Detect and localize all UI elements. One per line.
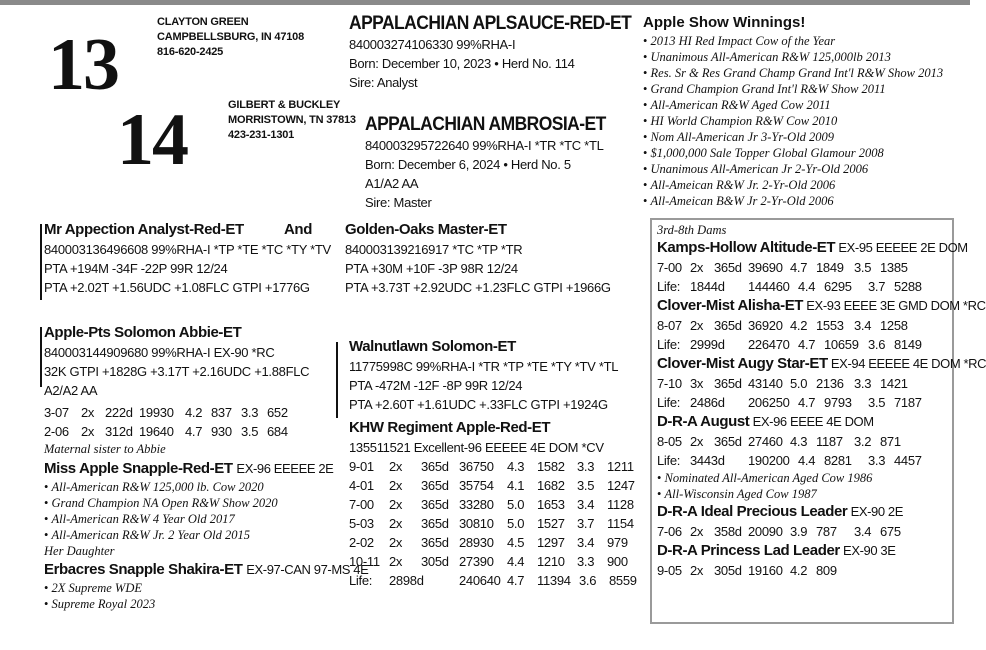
- record-cell: 4.7: [790, 260, 808, 275]
- list-item: • HI World Champion R&W Cow 2010: [643, 113, 943, 129]
- record-cell: 4.2: [790, 318, 808, 333]
- lot-number-13: 13: [48, 24, 118, 106]
- record-row: [657, 374, 953, 393]
- record-cell: 222d: [105, 405, 133, 420]
- record-cell: 2x: [81, 424, 95, 439]
- dam-name: Kamps-Hollow Altitude-ET EX-95 EEEEE 2E DOM: [657, 239, 968, 256]
- cow-name: APPALACHIAN AMBROSIA-ET: [365, 114, 606, 135]
- list-item: • 2013 HI Red Impact Cow of the Year: [643, 33, 943, 49]
- record-cell: 1154: [607, 516, 634, 531]
- sire-name: Mr Appection Analyst-Red-ET And: [44, 221, 312, 238]
- record-cell: 1297: [537, 535, 565, 550]
- registration: 840003139216917 *TC *TP *TR: [345, 242, 523, 257]
- record-cell: 8-05: [657, 434, 682, 449]
- record-cell: 1421: [880, 376, 908, 391]
- record-cell: 5.0: [507, 497, 525, 512]
- record-cell: 837: [211, 405, 232, 420]
- sire: Sire: Analyst: [349, 75, 418, 90]
- consignor-city: CAMPBELLSBURG, IN 47108: [157, 31, 304, 43]
- sire-name: Golden-Oaks Master-ET: [345, 221, 507, 238]
- dams-content: [657, 222, 986, 580]
- list-item: • All-American R&W 4 Year Old 2017: [44, 511, 333, 527]
- record-cell: 365d: [421, 535, 449, 550]
- record-row: [657, 522, 953, 541]
- record-cell: 365d: [714, 260, 742, 275]
- record-cell: 39690: [748, 260, 783, 275]
- dam-name: D-R-A Princess Lad Leader EX-90 3E: [657, 542, 896, 559]
- record-cell: Life:: [657, 395, 681, 410]
- section-title: 3rd-8th Dams: [657, 223, 727, 237]
- records-table: [349, 457, 645, 571]
- record-row: [657, 316, 953, 335]
- record-cell: 2486d: [690, 395, 725, 410]
- list-item: • All-Ameican R&W Jr. 2-Yr-Old 2006: [643, 177, 943, 193]
- record-cell: 10659: [824, 337, 859, 352]
- records-table: [44, 403, 309, 441]
- record-cell: 20090: [748, 524, 783, 539]
- classification: EX-93 EEEE 3E GMD DOM *RC: [803, 298, 986, 313]
- record-cell: 365d: [714, 376, 742, 391]
- classification: EX-90 3E: [839, 543, 896, 558]
- record-cell: 1385: [880, 260, 908, 275]
- record-cell: 2x: [389, 478, 403, 493]
- classification: EX-96 EEEEE 2E: [236, 461, 334, 476]
- lifetime-row: [657, 393, 953, 412]
- record-cell: 2999d: [690, 337, 725, 352]
- record-cell: 2x: [81, 405, 95, 420]
- record-cell: 2x: [389, 535, 403, 550]
- record-cell: 144460: [748, 279, 790, 294]
- record-row: [349, 495, 645, 514]
- a2-status: A1/A2 AA: [365, 176, 419, 191]
- record-cell: 2x: [389, 516, 403, 531]
- record-cell: 3.5: [241, 424, 259, 439]
- list-item: • 2X Supreme WDE: [44, 580, 368, 596]
- record-cell: 2x: [389, 459, 403, 474]
- and-label: And: [284, 221, 312, 238]
- record-cell: 6295: [824, 279, 852, 294]
- record-cell: 358d: [714, 524, 742, 539]
- dam-name: Clover-Mist Alisha-ET EX-93 EEEE 3E GMD DOM *RC: [657, 297, 986, 314]
- birth-info: Born: December 6, 2024 • Herd No. 5: [365, 157, 571, 172]
- sire: Sire: Master: [365, 195, 432, 210]
- record-row: [349, 457, 645, 476]
- list-item: • Unanimous All-American Jr 2-Yr-Old 2006: [643, 161, 943, 177]
- consignor-name: CLAYTON GREEN: [157, 16, 249, 28]
- record-cell: 787: [816, 524, 837, 539]
- birth-info: Born: December 10, 2023 • Herd No. 114: [349, 56, 575, 71]
- sire-walnutlawn: [349, 337, 618, 414]
- record-cell: Life:: [657, 279, 681, 294]
- record-cell: 1211: [607, 459, 634, 474]
- a2-status: A2/A2 AA: [44, 383, 98, 398]
- pta-production: PTA -472M -12F -8P 99R 12/24: [349, 378, 523, 393]
- record-cell: 365d: [421, 478, 449, 493]
- record-cell: 4.2: [185, 405, 203, 420]
- record-row: [349, 476, 645, 495]
- record-cell: 10-11: [349, 554, 380, 569]
- record-cell: 3.6: [868, 337, 886, 352]
- record-cell: 809: [816, 563, 837, 578]
- ancestor-snapple: [44, 459, 333, 559]
- record-cell: 1210: [537, 554, 565, 569]
- record-cell: 1187: [816, 434, 843, 449]
- lifetime-row: [657, 277, 953, 296]
- record-cell: 3.9: [790, 524, 808, 539]
- record-cell: 33280: [459, 497, 494, 512]
- cow-name: APPALACHIAN APLSAUCE-RED-ET: [349, 13, 632, 34]
- record-cell: 1849: [816, 260, 844, 275]
- record-cell: 240640: [459, 573, 501, 588]
- record-cell: 9-05: [657, 563, 682, 578]
- list-item: • Supreme Royal 2023: [44, 596, 368, 612]
- record-cell: 3.7: [577, 516, 595, 531]
- registration: 11775998C 99%RHA-I *TR *TP *TE *TY *TV *TL: [349, 359, 619, 374]
- record-cell: 3.3: [577, 459, 595, 474]
- pta-production: PTA +30M +10F -3P 98R 12/24: [345, 261, 518, 276]
- record-cell: 5288: [894, 279, 922, 294]
- record-cell: 4457: [894, 453, 922, 468]
- record-cell: 3.4: [577, 535, 595, 550]
- record-cell: 1527: [537, 516, 565, 531]
- record-row: [657, 258, 953, 277]
- dams-list: [657, 238, 986, 580]
- awards-list: [657, 470, 953, 502]
- lifetime-row: [657, 335, 953, 354]
- record-cell: 4.3: [507, 459, 525, 474]
- record-cell: 43140: [748, 376, 783, 391]
- record-cell: 5.0: [507, 516, 525, 531]
- record-cell: 2-02: [349, 535, 374, 550]
- record-cell: 305d: [714, 563, 742, 578]
- list-item: • All-American R&W 125,000 lb. Cow 2020: [44, 479, 333, 495]
- dam-name: D-R-A Ideal Precious Leader EX-90 2E: [657, 503, 904, 520]
- record-cell: 27460: [748, 434, 783, 449]
- record-cell: 365d: [421, 497, 449, 512]
- record-row: [44, 422, 309, 441]
- record-cell: 979: [607, 535, 628, 550]
- lot-13-info: [349, 13, 656, 92]
- consignor-13: [157, 15, 304, 60]
- record-cell: 4.5: [507, 535, 525, 550]
- ancestor-name: KHW Regiment Apple-Red-ET: [349, 419, 551, 436]
- record-cell: 1247: [607, 478, 635, 493]
- record-cell: 900: [607, 554, 628, 569]
- list-item: • $1,000,000 Sale Topper Global Glamour 2008: [643, 145, 943, 161]
- record-cell: 35754: [459, 478, 494, 493]
- pta-type: PTA +3.73T +2.92UDC +1.23FLC GTPI +1966G: [345, 280, 611, 295]
- record-cell: 3.3: [854, 376, 872, 391]
- record-cell: 365d: [421, 516, 449, 531]
- record-cell: 1682: [537, 478, 565, 493]
- note: Her Daughter: [44, 544, 115, 558]
- dam-name: Clover-Mist Augy Star-ET EX-94 EEEEE 4E DOM *RC: [657, 355, 986, 372]
- top-rule: [0, 0, 970, 5]
- registration: 840003144909680 99%RHA-I EX-90 *RC: [44, 345, 275, 360]
- record-cell: 7-10: [657, 376, 682, 391]
- record-cell: 4.7: [798, 395, 816, 410]
- classification: EX-94 EEEEE 4E DOM *RC: [827, 356, 986, 371]
- consignor-phone: 423-231-1301: [228, 129, 295, 141]
- list-item: • Unanimous All-American R&W 125,000lb 2013: [643, 49, 943, 65]
- record-cell: 28930: [459, 535, 494, 550]
- consignor-phone: 816-620-2425: [157, 46, 224, 58]
- record-cell: 4.2: [790, 563, 808, 578]
- list-item: • Grand Champion Grand Int'l R&W Show 2011: [643, 81, 943, 97]
- record-cell: 4.4: [798, 453, 816, 468]
- bracket-bar: [40, 224, 42, 300]
- record-cell: 3.3: [868, 453, 886, 468]
- list-item: • All-Wisconsin Aged Cow 1987: [657, 486, 953, 502]
- list-item: • Res. Sr & Res Grand Champ Grand Int'l R&W Show 2013: [643, 65, 943, 81]
- record-cell: 3.5: [854, 260, 872, 275]
- list-item: • All-American R&W Jr. 2 Year Old 2015: [44, 527, 333, 543]
- record-cell: Life:: [657, 337, 681, 352]
- ancestor-khw: [349, 418, 645, 590]
- sire-master: [345, 220, 611, 297]
- bracket-bar: [40, 327, 42, 387]
- record-cell: 4.1: [507, 478, 525, 493]
- record-row: [44, 403, 309, 422]
- record-cell: 365d: [714, 318, 742, 333]
- record-cell: 930: [211, 424, 232, 439]
- record-cell: 19930: [139, 405, 174, 420]
- record-cell: 2x: [389, 497, 403, 512]
- ancestor-name: Miss Apple Snapple-Red-ET EX-96 EEEEE 2E: [44, 460, 334, 477]
- note: Maternal sister to Abbie: [44, 442, 166, 456]
- record-row: [349, 533, 645, 552]
- record-cell: 8-07: [657, 318, 682, 333]
- record-cell: 2898d: [389, 573, 424, 588]
- classification: EX-97-CAN 97-MS 4E: [246, 562, 369, 577]
- registration: 840003295722640 99%RHA-I *TR *TC *TL: [365, 138, 604, 153]
- record-row: [349, 514, 645, 533]
- record-cell: 7187: [894, 395, 922, 410]
- record-cell: 190200: [748, 453, 790, 468]
- record-cell: 2x: [690, 524, 704, 539]
- record-cell: 3.7: [868, 279, 886, 294]
- lot-14-info: [365, 114, 627, 212]
- genomics: 32K GTPI +1828G +3.17T +2.16UDC +1.88FLC: [44, 364, 310, 379]
- record-cell: 2x: [690, 318, 704, 333]
- ancestor-shakira: [44, 560, 368, 612]
- list-item: • Grand Champion NA Open R&W Show 2020: [44, 495, 333, 511]
- record-cell: 684: [267, 424, 288, 439]
- record-cell: 3.5: [868, 395, 886, 410]
- record-cell: 3.4: [854, 318, 872, 333]
- record-cell: 8559: [609, 573, 637, 588]
- record-cell: Life:: [657, 453, 681, 468]
- classification: 135511521 Excellent-96 EEEEE 4E DOM *CV: [349, 440, 604, 455]
- awards-list: [44, 479, 333, 543]
- consignor-name: GILBERT & BUCKLEY: [228, 99, 341, 111]
- record-cell: 4.4: [798, 279, 816, 294]
- ancestor-name: Erbacres Snapple Shakira-ET EX-97-CAN 97-MS 4E: [44, 561, 369, 578]
- list-item: • Nom All-American Jr 3-Yr-Old 2009: [643, 129, 943, 145]
- list-item: • All-Ameican B&W Jr 2-Yr-Old 2006: [643, 193, 943, 209]
- sire-analyst: [44, 220, 344, 297]
- record-cell: 3.6: [579, 573, 597, 588]
- record-cell: 8149: [894, 337, 922, 352]
- record-cell: 3.3: [577, 554, 595, 569]
- record-cell: 8281: [824, 453, 852, 468]
- record-cell: 4-01: [349, 478, 374, 493]
- record-cell: 3443d: [690, 453, 725, 468]
- record-cell: 30810: [459, 516, 494, 531]
- record-cell: 1582: [537, 459, 565, 474]
- record-cell: 9793: [824, 395, 852, 410]
- list-item: • Nominated All-American Aged Cow 1986: [657, 470, 953, 486]
- lifetime-record: [349, 571, 645, 590]
- record-cell: 3-07: [44, 405, 69, 420]
- record-cell: 27390: [459, 554, 494, 569]
- record-cell: 3.4: [854, 524, 872, 539]
- record-cell: 1258: [880, 318, 908, 333]
- classification: EX-95 EEEEE 2E DOM: [835, 240, 968, 255]
- pta-type: PTA +2.60T +1.61UDC +.33FLC GTPI +1924G: [349, 397, 608, 412]
- record-row: [657, 432, 953, 451]
- record-cell: 675: [880, 524, 901, 539]
- record-cell: 3x: [690, 376, 704, 391]
- registration: 840003136496608 99%RHA-I *TP *TE *TC *TY *TV: [44, 242, 331, 257]
- record-cell: 19160: [748, 563, 783, 578]
- lot-number-14: 14: [117, 99, 187, 181]
- record-cell: 2x: [690, 260, 704, 275]
- record-cell: 871: [880, 434, 901, 449]
- record-cell: 226470: [748, 337, 790, 352]
- classification: EX-90 2E: [847, 504, 904, 519]
- record-cell: 5.0: [790, 376, 808, 391]
- record-cell: 3.3: [241, 405, 259, 420]
- list-item: • All-American R&W Aged Cow 2011: [643, 97, 943, 113]
- record-cell: 4.4: [507, 554, 525, 569]
- record-cell: 36750: [459, 459, 494, 474]
- record-cell: 4.3: [790, 434, 808, 449]
- section-title: Apple Show Winnings!: [643, 14, 806, 31]
- record-cell: 652: [267, 405, 288, 420]
- awards-list: [44, 580, 368, 612]
- pta-production: PTA +194M -34F -22P 99R 12/24: [44, 261, 228, 276]
- record-cell: 7-00: [657, 260, 682, 275]
- dam-name: D-R-A August EX-96 EEEE 4E DOM: [657, 413, 874, 430]
- show-winnings: [643, 13, 943, 209]
- record-row: [349, 552, 645, 571]
- record-cell: 11394: [537, 573, 571, 588]
- record-cell: 1653: [537, 497, 565, 512]
- record-cell: 365d: [714, 434, 742, 449]
- dam-name: Apple-Pts Solomon Abbie-ET: [44, 324, 242, 341]
- record-cell: 7-06: [657, 524, 682, 539]
- record-cell: 305d: [421, 554, 449, 569]
- classification: EX-96 EEEE 4E DOM: [749, 414, 874, 429]
- record-cell: 3.2: [854, 434, 872, 449]
- bracket-bar: [336, 342, 338, 418]
- record-cell: 1128: [607, 497, 634, 512]
- record-cell: 4.7: [507, 573, 525, 588]
- record-cell: 2x: [690, 434, 704, 449]
- record-cell: 19640: [139, 424, 174, 439]
- consignor-city: MORRISTOWN, TN 37813: [228, 114, 356, 126]
- record-cell: 5-03: [349, 516, 374, 531]
- record-cell: 2x: [690, 563, 704, 578]
- record-cell: 1844d: [690, 279, 725, 294]
- pta-type: PTA +2.02T +1.56UDC +1.08FLC GTPI +1776G: [44, 280, 310, 295]
- record-cell: 2136: [816, 376, 844, 391]
- record-cell: 365d: [421, 459, 449, 474]
- awards-list: [643, 33, 943, 209]
- sire-name: Walnutlawn Solomon-ET: [349, 338, 516, 355]
- registration: 840003274106330 99%RHA-I: [349, 37, 516, 52]
- record-cell: 4.7: [185, 424, 203, 439]
- record-cell: Life:: [349, 573, 373, 588]
- record-row: [657, 561, 953, 580]
- record-cell: 3.5: [577, 478, 595, 493]
- record-cell: 9-01: [349, 459, 374, 474]
- record-cell: 7-00: [349, 497, 374, 512]
- lifetime-row: [349, 571, 645, 590]
- record-cell: 36920: [748, 318, 783, 333]
- record-cell: 2-06: [44, 424, 69, 439]
- record-cell: 206250: [748, 395, 790, 410]
- record-cell: 3.4: [577, 497, 595, 512]
- lifetime-row: [657, 451, 953, 470]
- dam-abbie: [44, 323, 309, 457]
- record-cell: 312d: [105, 424, 133, 439]
- consignor-14: [228, 98, 356, 143]
- record-cell: 2x: [389, 554, 403, 569]
- record-cell: 1553: [816, 318, 844, 333]
- record-cell: 4.7: [798, 337, 816, 352]
